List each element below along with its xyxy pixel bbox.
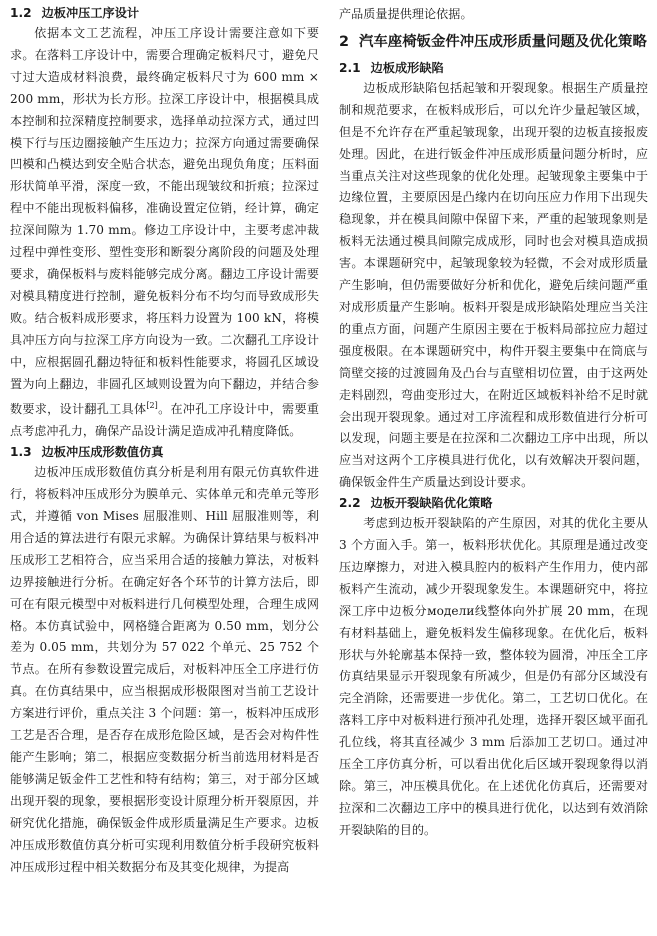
- section-number: 1.2: [10, 6, 32, 20]
- paragraph-text: 产品质量提供理论依据。: [339, 7, 473, 21]
- section-title: 边板冲压工序设计: [41, 6, 140, 20]
- section-title: 边板开裂缺陷优化策略: [370, 496, 493, 511]
- section-heading-2-1: [339, 59, 648, 78]
- paragraph-forming-defects: [339, 78, 648, 494]
- section-title: 汽车座椅钣金件冲压成形质量问题及优化策略: [359, 33, 647, 50]
- citation-marker: [2]: [146, 401, 158, 411]
- paragraph-stamping-process-design: [10, 23, 319, 443]
- paragraph-numerical-simulation: [10, 462, 319, 878]
- paragraph-text: 依据本文工艺流程，冲压工序设计需要注意如下要求。在落料工序设计中，需要合理确定板料尺寸，避免尺寸过大造成材料浪费，最终确定板料尺寸为 600 mm × 200 mm，形状为长方形。拉深工序设计中，根据模具成本控制和拉深精度控制要求，选择单动拉深方式，通过凹模下行与压边圈接触产生压边力；拉深方向通过需要确保凹模和凸模达到安全贴合状态，避免出现负角度；压料面形状简单平滑，深度一致，不能出现皱纹和折痕；拉深过程中不能出现板料偏移，准确设置定位销，经计算，确定拉深间隙为 1.70 mm。修边工序设计中，主要考虑冲裁过程中弹性变形、塑性变形和断裂分离阶段的问题及处理要求，确保板料与废料能够完成分离。翻边工序设计需要对模具精度进行控制，避免板料分布不均匀而导致成形失败。结合板料成形要求，将压料力设置为 100 kN，将模具冲压方向与拉深工序方向设为一致。二次翻孔工序设计中，应根据圆孔翻边特征和板料性能要求，将圆孔区域设置为向上翻边，非圆孔区域则设置为向下翻边，并结合参数要求，设计翻孔工具体: [10, 26, 319, 417]
- paragraph-crack-optimization: [339, 513, 648, 842]
- paragraph-continuation: [339, 4, 648, 26]
- paragraph-text: 考虑到边板开裂缺陷的产生原因，对其的优化主要从 3 个方面入手。第一，板料形状优化。其原理是通过改变压边摩擦力，对进入模具腔内的板料产生作用力，使内部板料产生流动，减少开裂现象发生。本课题研究中，将拉深工序中边板分модели线整体向外扩展 20 mm，在现有材料基础上，避免板料发生偏移现象。在优化后，板料形状与外轮廓基本保持一致，整体较为圆滑，冲压全工序仿真结果显示开裂现象有所减少，但是仍有部分区域没有完全消除，还需要进一步优化。第二，工艺切口优化。在落料工序中对板料进行预冲孔处理，选择开裂区域平面孔孔位线，将其直径减少 3 mm 后添加工艺切口。通过冲压全工序仿真分析，可以看出优化后区域开裂现象得以消除。第三，冲压模具优化。在上述优化仿真后，还需要对拉深和二次翻边工序中的模具进行优化，以达到有效消除开裂缺陷的目的。: [339, 516, 648, 837]
- paragraph-text: 边板成形缺陷包括起皱和开裂现象。根据生产质量控制和规范要求，在板料成形后，可以允许少量起皱区域，但是不允许存在严重起皱现象，出现开裂的边板直接报废处理。因此，在进行钣金件冲压成形质量问题分析时，应当重点关注对这些现象的优化处理。起皱现象主要集中于边缘位置，主要原因是凸缘内在切向压应力作用下出现失稳现象，并在模具间隙中保留下来，严重的起皱现象则是板料无法通过模具间隙完成成形，同时也会对模具造成损害。本课题研究中，起皱现象较为轻微，不会对成形质量产生影响，但仍需要做好分析和优化，避免后续问题严重对成形质量产生影响。板料开裂是成形缺陷处理应当关注的重点方面，问题产生原因主要在于板料局部拉应力超过强度极限。在本课题研究中，构件开裂主要集中在筒底与筒壁交接的过渡圆角及凸台与直壁相切位置，由于这两处走料剧烈，弯曲变形过大，在附近区域板料补给不足时就会出现开裂现象。通过对工序流程和成形数值进行分析可以发现，问题主要是在拉深和二次翻边工序中出现，所以应当对这两个工序模具进行优化，以有效解决开裂问题，确保钣金件生产质量达到设计要求。: [339, 80, 648, 490]
- section-heading-2-2: [339, 494, 648, 513]
- left-column: [10, 4, 319, 878]
- right-column: [339, 4, 648, 842]
- section-title: 边板成形缺陷: [370, 60, 444, 75]
- section-number: 1.3: [10, 445, 32, 460]
- section-number: 2.1: [339, 60, 361, 75]
- section-number: 2.2: [339, 496, 361, 511]
- paragraph-text: 边板冲压成形数值仿真分析是利用有限元仿真软件进行，将板料冲压成形分为膜单元、实体单元和壳单元等形式，并遵循 von Mises 屈服准则、Hill 屈服准则等，利用合适的算法进行有限元求解。为确保计算结果与板料冲压成形工艺相符合，应当采用合适的接触力算法，对板料边界接触进行分析。在确定好各个环节的计算方法后，即可在有限元模型中对板料进行几何模型处理，合理生成网格。本仿真试验中，网格缝合距离为 0.50 mm，划分公差为 0.05 mm，共划分为 57 022 个单元、25 752 个节点。在所有参数设置完成后，对板料冲压全工序进行仿真。在仿真结果中，应当根据成形极限图对当前工艺设计方案进行评价，重点关注 3 个问题：第一，板料冲压成形工艺是否合理，是否存在成形危险区域，是否会对构件性能产生影响；第二，根据应变数据分析当前选用材料是否能够满足钣金件工艺性和特有结构；第三，对于部分区域出现开裂的现象，要根据形变设计原理分析开裂原因，并研究优化措施，确保钣金件成形质量满足生产要求。边板冲压成形数值仿真分析可实现利用数值分析手段研究板料冲压成形过程中相关数据分布及其变化规律，为提高: [10, 465, 319, 874]
- section-title: 边板冲压成形数值仿真: [41, 445, 164, 460]
- section-heading-1-3: [10, 443, 319, 462]
- paragraph-text: 。在冲孔工序设计中，需要重点考虑冲孔力，确保产品设计满足造成冲孔精度降低。: [10, 402, 319, 439]
- section-number: 2: [339, 33, 350, 50]
- section-heading-2: [339, 32, 648, 53]
- section-heading-1-2: [10, 4, 319, 23]
